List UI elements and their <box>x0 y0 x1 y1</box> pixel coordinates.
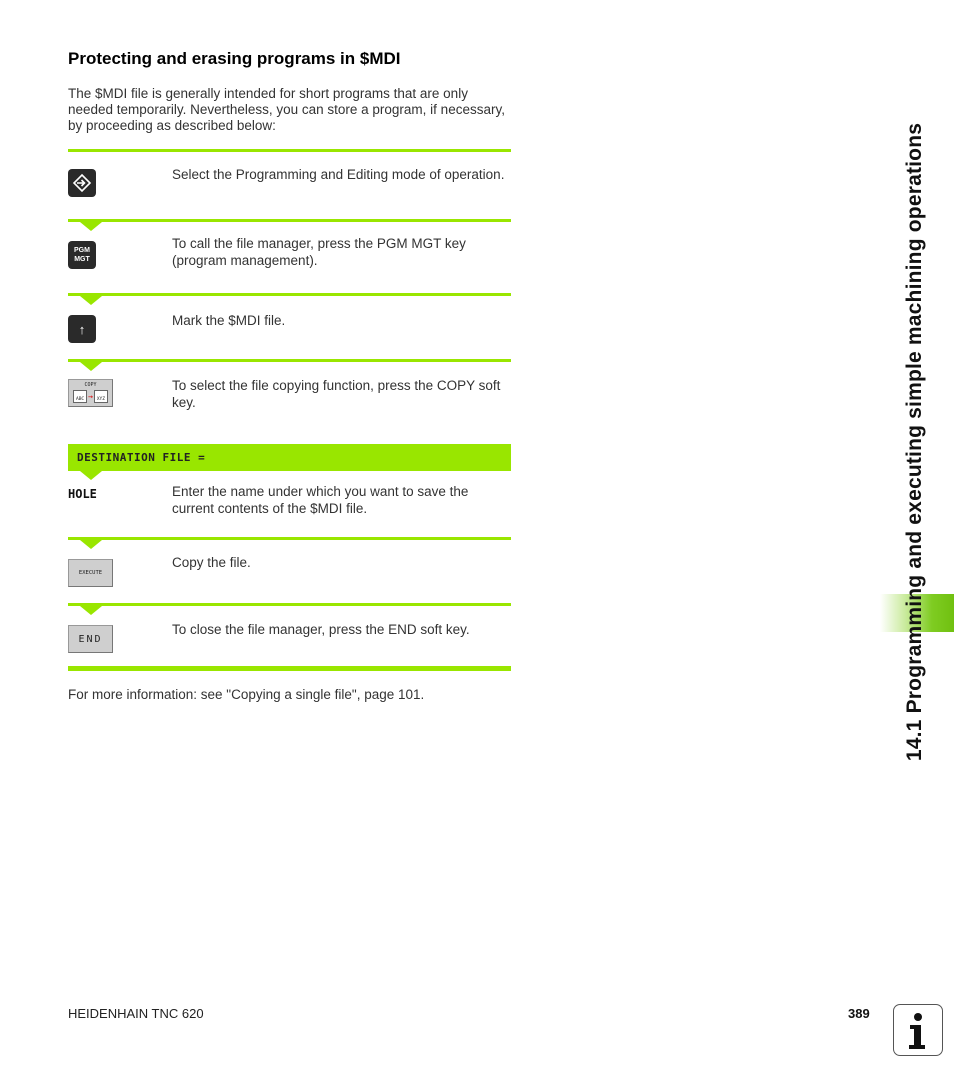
step-pgm-mgt <box>68 222 511 293</box>
section-heading: Protecting and erasing programs in $MDI <box>68 49 401 68</box>
file-icon: ABC <box>73 390 87 403</box>
execute-softkey[interactable]: EXECUTE <box>68 559 113 587</box>
step-description: To call the file manager, press the PGM MGT key (program management). <box>172 236 466 268</box>
step-description: Mark the $MDI file. <box>172 313 286 328</box>
divider <box>68 666 511 671</box>
chapter-title: 14.1 Programming and executing simple machining operations <box>903 122 926 762</box>
page-number: 389 <box>848 1006 870 1021</box>
arrow-up-icon[interactable]: ↑ <box>68 315 96 343</box>
end-softkey[interactable]: END <box>68 625 113 653</box>
pgm-mgt-key[interactable]: PGM MGT <box>68 241 96 269</box>
dialog-prompt: DESTINATION FILE = <box>68 444 511 471</box>
intro-paragraph: The $MDI file is generally intended for short programs that are only needed temporarily. Nevertheless, you can store a program, if necessary, by proceeding as described below: <box>68 86 505 133</box>
cross-reference: For more information: see "Copying a single file", page 101. <box>68 687 425 702</box>
step-description: Enter the name under which you want to save the current contents of the $MDI file. <box>172 484 469 516</box>
file-name-input[interactable]: HOLE <box>68 487 97 501</box>
step-description: To close the file manager, press the END soft key. <box>172 622 470 637</box>
step-programming-mode <box>68 152 511 219</box>
procedure-steps <box>68 149 511 671</box>
footer-product: HEIDENHAIN TNC 620 <box>68 1006 204 1021</box>
step-enter-name <box>68 471 511 537</box>
file-icon: XYZ <box>94 390 108 403</box>
step-description: Copy the file. <box>172 555 251 570</box>
info-icon <box>893 1004 943 1056</box>
step-end <box>68 606 511 666</box>
step-description: To select the file copying function, press the COPY soft key. <box>172 378 501 410</box>
step-execute <box>68 540 511 603</box>
programming-mode-icon[interactable] <box>68 169 96 197</box>
step-description: Select the Programming and Editing mode of operation. <box>172 167 505 182</box>
copy-softkey[interactable]: COPY ABC → XYZ <box>68 379 113 407</box>
step-copy <box>68 362 511 444</box>
arrow-right-icon: → <box>88 391 93 401</box>
step-mark-file <box>68 296 511 359</box>
